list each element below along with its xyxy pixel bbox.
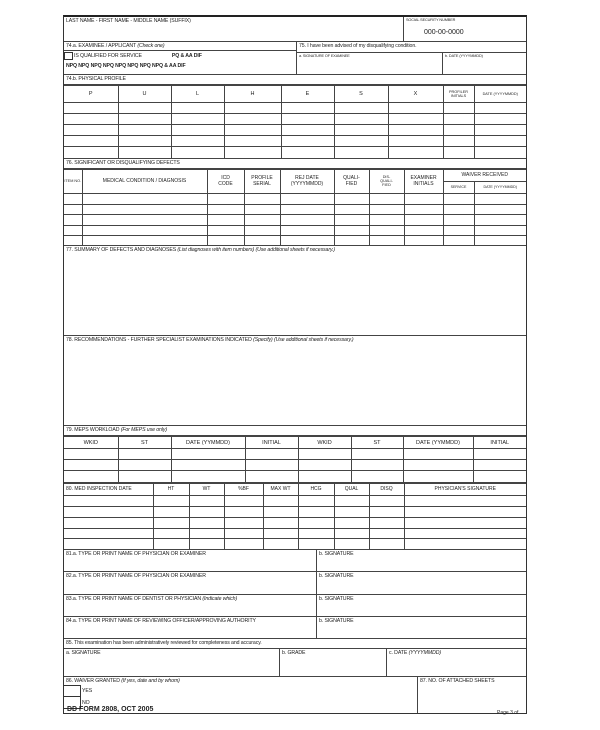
s83-label: 83.a. TYPE OR PRINT NAME OF DENTIST OR PHYSICIAN [66, 596, 202, 602]
col-st-2: ST [351, 437, 403, 449]
defect-row[interactable] [64, 193, 526, 204]
col-item-no: ITEM NO. [64, 169, 82, 193]
s81-signature-field[interactable] [317, 550, 526, 571]
s79-title-row [64, 426, 526, 436]
s77-hint: (List diagnoses with item numbers) (Use additional sheets if necessary.) [177, 247, 336, 253]
s85-grade-label: b. GRADE [282, 650, 306, 656]
col-profile-date: DATE (YYYYMMDD) [474, 86, 526, 103]
col-profiler-initials: PROFILER INITIALS [443, 86, 474, 103]
s77-summary-field[interactable] [64, 246, 526, 336]
inspection-row[interactable] [64, 495, 526, 506]
inspection-row[interactable] [64, 517, 526, 528]
profile-row[interactable] [64, 114, 526, 125]
name-field[interactable] [64, 17, 404, 41]
dd-form-2808-page3 [63, 15, 527, 714]
section-74a-75 [64, 42, 526, 75]
name-label: LAST NAME - FIRST NAME - MIDDLE NAME (SUFFIX) [66, 18, 191, 24]
col-date-1: DATE (YYMMDD) [171, 437, 245, 449]
col-waiver-service: SERVICE [443, 181, 474, 193]
name-ssn-row [64, 17, 526, 42]
col-waiver-date: DATE (YYYYMMDD) [474, 181, 526, 193]
pq-label: PQ & AA DIF [171, 53, 202, 59]
col-medical-condition: MEDICAL CONDITION / DIAGNOSIS [82, 169, 207, 193]
col-p: P [64, 86, 118, 103]
s85-fields-row [64, 649, 526, 677]
ssn-value: 000-00-0000 [424, 29, 464, 36]
s74a-label: 74.a. EXAMINEE / APPLICANT [66, 43, 136, 49]
inspection-row[interactable] [64, 538, 526, 549]
s74b-title-row [64, 75, 526, 85]
col-waiver-received: WAIVER RECEIVED [443, 169, 526, 181]
col-wt: WT [189, 483, 224, 495]
col-e: E [281, 86, 334, 103]
npq-options: NPQ NPQ NPQ NPQ NPQ NPQ NPQ NPQ & AA DIF [66, 63, 186, 69]
s84-label: 84.a. TYPE OR PRINT NAME OF REVIEWING OFFICER/APPROVING AUTHORITY [66, 618, 256, 624]
col-disqualified: DIS-QUALI-FIED [369, 169, 404, 193]
s75-sig-label: a. SIGNATURE OF EXAMINEE [299, 54, 350, 58]
waiver-yes-checkbox[interactable] [64, 685, 81, 697]
s79-hint: (For MEPS use only) [120, 427, 167, 433]
s78-recommendations-field[interactable] [64, 336, 526, 426]
ssn-field[interactable] [404, 17, 526, 41]
s86-hint: (If yes, date and by whom) [121, 678, 180, 684]
s75-date-field[interactable] [443, 53, 526, 74]
qualified-checkbox[interactable] [64, 52, 73, 60]
defect-row[interactable] [64, 214, 526, 225]
col-qual: QUAL [334, 483, 369, 495]
workload-row[interactable] [64, 460, 526, 471]
s74b-label: 74.b. PHYSICAL PROFILE [66, 76, 126, 82]
s86-label: 86. WAIVER GRANTED [66, 678, 120, 684]
s83-hint: (Indicate which) [202, 596, 238, 602]
s81-row [64, 550, 526, 572]
page-number: Page 3 of [497, 710, 519, 716]
s76-title-row [64, 159, 526, 169]
physical-profile-table [64, 85, 526, 159]
col-st-1: ST [118, 437, 171, 449]
col-x: X [388, 86, 443, 103]
s82-label: 82.a. TYPE OR PRINT NAME OF PHYSICIAN OR EXAMINER [66, 573, 206, 579]
s84-signature-field[interactable] [317, 617, 526, 638]
s82-sig-label: b. SIGNATURE [319, 573, 354, 579]
s76-label: 76. SIGNIFICANT OR DISQUALIFYING DEFECTS [66, 159, 180, 166]
s85-date-hint: (YYYYMMDD) [408, 650, 442, 656]
s85-label: 85. This examination has been administratively reviewed for completeness and accuracy. [66, 640, 262, 646]
s74a-hint: (Check one) [137, 43, 165, 49]
col-profile-serial: PROFILE SERIAL [244, 169, 280, 193]
qualified-label: IS QUALIFIED FOR SERVICE [74, 53, 142, 59]
profile-row[interactable] [64, 125, 526, 136]
ssn-label: SOCIAL SECURITY NUMBER [406, 18, 456, 22]
col-s: S [334, 86, 388, 103]
examinee-signature-field[interactable] [297, 53, 443, 74]
defect-row[interactable] [64, 235, 526, 245]
inspection-row[interactable] [64, 528, 526, 538]
meps-workload-table [64, 436, 526, 483]
col-initial-1: INITIAL [245, 437, 298, 449]
col-icd-code: ICD CODE [207, 169, 244, 193]
s81-label: 81.a. TYPE OR PRINT NAME OF PHYSICIAN OR EXAMINER [66, 551, 206, 557]
defects-table [64, 169, 526, 247]
s85-sig-label: a. SIGNATURE [66, 650, 101, 656]
col-rej-date: REJ DATE (YYYYMMDD) [280, 169, 334, 193]
defect-row[interactable] [64, 204, 526, 214]
s85-date-label: c. DATE [389, 650, 408, 656]
col-u: U [118, 86, 171, 103]
med-inspection-table [64, 483, 526, 551]
s81-sig-label: b. SIGNATURE [319, 551, 354, 557]
s83-signature-field[interactable] [317, 595, 526, 616]
col-wkid-1: WKID [64, 437, 118, 449]
section-75 [297, 42, 526, 74]
defect-row[interactable] [64, 225, 526, 235]
waiver-no-label: NO [82, 700, 90, 706]
col-bf: %BF [224, 483, 263, 495]
col-l: L [171, 86, 224, 103]
col-initial-2: INITIAL [473, 437, 526, 449]
s75-label: 75. I have been advised of my disqualifying condition. [297, 42, 526, 53]
s79-label: 79. MEPS WORKLOAD [66, 427, 120, 433]
s83-name-field[interactable] [64, 595, 317, 616]
s81-name-field[interactable] [64, 550, 317, 571]
s85-signature-field[interactable] [64, 649, 280, 676]
profile-row[interactable] [64, 136, 526, 147]
col-wkid-2: WKID [298, 437, 351, 449]
col-hcg: HCG [298, 483, 334, 495]
s77-label: 77. SUMMARY OF DEFECTS AND DIAGNOSES [66, 247, 177, 253]
col-date-2: DATE (YYMMDD) [403, 437, 473, 449]
col-max-wt: MAX WT [263, 483, 298, 495]
s85-date-field[interactable] [387, 649, 526, 676]
col-med-inspection-date: 80. MED INSPECTION DATE [64, 483, 153, 495]
col-ht: HT [153, 483, 189, 495]
s78-label: 78. RECOMMENDATIONS - FURTHER SPECIALIST EXAMINATIONS INDICATED [66, 337, 252, 343]
workload-row[interactable] [64, 449, 526, 460]
col-h: H [224, 86, 281, 103]
s87-label: 87. NO. OF ATTACHED SHEETS [420, 678, 495, 684]
inspection-row[interactable] [64, 506, 526, 517]
s87-attached-sheets-field[interactable] [418, 677, 526, 713]
s85-title-row [64, 639, 526, 649]
s84-sig-label: b. SIGNATURE [319, 618, 354, 624]
s83-row [64, 595, 526, 617]
s75-date-label: b. DATE (YYYYMMDD) [445, 54, 483, 58]
col-physician-signature: PHYSICIAN'S SIGNATURE [404, 483, 526, 495]
s84-row [64, 617, 526, 639]
profile-row[interactable] [64, 147, 526, 158]
col-qualified: QUALI-FIED [334, 169, 369, 193]
waiver-yes-label: YES [82, 688, 93, 694]
s82-signature-field[interactable] [317, 572, 526, 594]
s83-sig-label: b. SIGNATURE [319, 596, 354, 602]
s82-name-field[interactable] [64, 572, 317, 594]
form-id: DD FORM 2808, OCT 2005 [67, 706, 154, 713]
col-examiner-initials: EXAMINER INITIALS [404, 169, 443, 193]
section-74a [64, 42, 297, 74]
s84-name-field[interactable] [64, 617, 317, 638]
col-disq: DISQ [369, 483, 404, 495]
workload-row[interactable] [64, 471, 526, 482]
profile-row[interactable] [64, 103, 526, 114]
s82-row [64, 572, 526, 595]
s78-hint: (Specify) (Use additional sheets if necessary.) [253, 337, 354, 343]
s85-grade-field[interactable] [280, 649, 387, 676]
